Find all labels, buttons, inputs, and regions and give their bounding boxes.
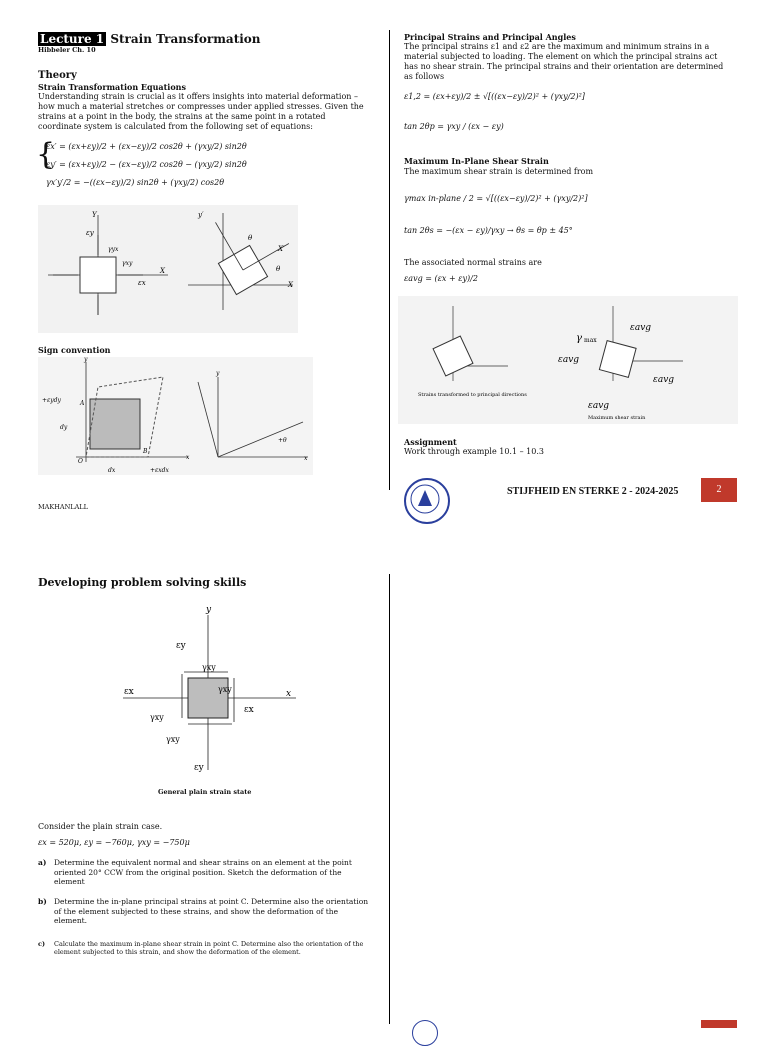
item-text: Determine the equivalent normal and shear strains on an element at the point oriented 20° CCW from the original position. Sketch the deformation of the element <box>54 858 352 886</box>
ste-heading: Strain Transformation Equations <box>38 82 186 92</box>
shear-caption: Maximum shear strain <box>588 415 646 421</box>
plane-strain-diagram <box>118 600 298 785</box>
sign-convention-heading: Sign convention <box>38 345 111 355</box>
svg-text:εavg: εavg <box>588 401 610 411</box>
svg-text:B: B <box>143 448 148 455</box>
item-text: Calculate the maximum in-plane shear strain in point C. Determine also the orientation of the element subjected to this strain, and show the deformation of the element. <box>54 940 364 956</box>
svg-text:X: X <box>160 267 165 275</box>
principal-figure <box>398 296 738 424</box>
svg-text:εx: εx <box>124 687 134 697</box>
assignment-text: Work through example 10.1 – 10.3 <box>404 447 544 456</box>
column-divider-bottom <box>389 574 390 1024</box>
svg-text:X: X <box>288 281 293 289</box>
svg-text:γyx: γyx <box>108 246 119 253</box>
column-divider-top <box>389 30 390 490</box>
university-logo <box>404 478 450 524</box>
theory-heading: Theory <box>38 70 77 81</box>
plane-strain-figure <box>118 600 298 785</box>
svg-text:γ: γ <box>576 333 582 344</box>
page-number-badge-bottom <box>701 1020 737 1028</box>
sign-convention-diagram <box>38 357 313 475</box>
svg-text:γxy: γxy <box>166 735 180 744</box>
lecture-title: Strain Transformation <box>110 32 261 46</box>
item-label: a) <box>38 858 47 867</box>
svg-text:εavg: εavg <box>653 375 675 385</box>
svg-text:γxy: γxy <box>150 713 164 722</box>
lecture-tag: Lecture 1 <box>40 32 105 46</box>
max-shear-text: The maximum shear strain is determined from <box>404 167 594 176</box>
svg-text:Y: Y <box>92 211 97 219</box>
assignment-heading: Assignment <box>404 437 457 447</box>
equation-max-shear: γmax in-plane / 2 = √[((εx−εy)/2)² + (γxy/2)²] <box>404 194 588 203</box>
normal-strain-text: The associated normal strains are <box>404 258 542 267</box>
svg-text:x: x <box>186 454 190 461</box>
list-item <box>38 940 372 964</box>
list-item <box>38 897 372 931</box>
svg-text:y: y <box>84 357 88 363</box>
strain-element-figure <box>38 205 298 333</box>
svg-text:εx: εx <box>244 705 254 715</box>
item-label: b) <box>38 897 47 906</box>
subtitle: Hibbeler Ch. 10 <box>38 46 96 54</box>
principal-strains-heading: Principal Strains and Principal Angles <box>404 32 576 42</box>
svg-text:max: max <box>584 337 597 344</box>
equation-avg: εavg = (εx + εy)/2 <box>404 274 478 283</box>
svg-text:x: x <box>286 689 292 699</box>
svg-text:+εxdx: +εxdx <box>150 467 169 474</box>
problem-heading: Developing problem solving skills <box>38 576 247 589</box>
figure-caption: General plain strain state <box>158 788 252 796</box>
svg-text:O: O <box>78 458 83 465</box>
ste-text: Understanding strain is crucial as it offers insights into material deformation – how much a material stretches or compresses under applied stresses. Given the strains at a point in the body, the strains at the same point in a rotated coordinate system is calculated from the following set of equations: <box>38 92 364 131</box>
svg-text:εx: εx <box>138 279 146 287</box>
strain-element-diagram <box>38 205 298 333</box>
given-strains: εx = 520μ, εy = −760μ, γxy = −750μ <box>38 838 190 847</box>
equation-ex: εx′ = (εx+εy)/2 + (εx−εy)/2 cos2θ + (γxy/2) sin2θ <box>46 142 247 151</box>
svg-text:y: y <box>206 605 212 615</box>
svg-text:θ: θ <box>248 234 253 242</box>
svg-text:y′: y′ <box>198 211 204 219</box>
svg-text:εavg: εavg <box>630 323 652 333</box>
equation-gamma: γx′y′/2 = −((εx−εy)/2) sin2θ + (γxy/2) cos2θ <box>46 178 225 187</box>
equation-principal: ε1,2 = (εx+εy)/2 ± √[((εx−εy)/2)² + (γxy/2)²] <box>404 92 585 101</box>
footer-course: STIJFHEID EN STERKE 2 - 2024-2025 <box>507 486 679 497</box>
svg-text:θ: θ <box>276 265 281 273</box>
equation-brace: { <box>36 137 56 172</box>
item-text: Determine the in-plane principal strains at point C. Determine also the orientation of the element subjected to these strains, and show the deformation of the element. <box>54 897 369 925</box>
svg-text:x: x <box>304 455 308 462</box>
equation-principal-angle: tan 2θp = γxy / (εx − εy) <box>404 122 504 131</box>
svg-text:εy: εy <box>194 763 204 773</box>
svg-text:X′: X′ <box>278 245 285 253</box>
principal-caption: Strains transformed to principal directions <box>418 392 527 398</box>
svg-text:A: A <box>80 400 85 407</box>
svg-text:γxy: γxy <box>218 685 232 694</box>
equation-shear-angle: tan 2θs = −(εx − εy)/γxy → θs = θp ± 45° <box>404 226 573 235</box>
svg-text:εy: εy <box>86 229 94 237</box>
svg-text:y: y <box>216 370 220 377</box>
svg-text:γxy: γxy <box>122 260 133 267</box>
svg-text:+εydy: +εydy <box>42 397 61 404</box>
svg-text:dx: dx <box>108 467 116 474</box>
author-label: MAKHANLALL <box>38 503 88 511</box>
principal-strains-text: The principal strains ε1 and ε2 are the maximum and minimum strains in a material subjected to loading. The element on which the principal strains act has no shear strain. The principal strains and their orientation are determined as follows <box>404 42 724 81</box>
svg-text:γxy: γxy <box>202 663 216 672</box>
page-number-badge: 2 <box>701 478 737 502</box>
principal-diagram <box>398 296 738 424</box>
svg-text:εavg: εavg <box>558 355 580 365</box>
svg-text:dy: dy <box>60 424 68 431</box>
crest-icon <box>406 480 448 522</box>
consider-text: Consider the plain strain case. <box>38 822 163 831</box>
svg-text:+θ: +θ <box>278 437 287 444</box>
max-shear-heading: Maximum In-Plane Shear Strain <box>404 156 549 166</box>
list-item <box>38 858 372 892</box>
item-label: c) <box>38 940 46 948</box>
page-title <box>38 32 261 46</box>
equation-ey: εy′ = (εx+εy)/2 − (εx−εy)/2 cos2θ − (γxy/2) sin2θ <box>46 160 247 169</box>
svg-text:εy: εy <box>176 641 186 651</box>
sign-convention-figure <box>38 357 313 475</box>
